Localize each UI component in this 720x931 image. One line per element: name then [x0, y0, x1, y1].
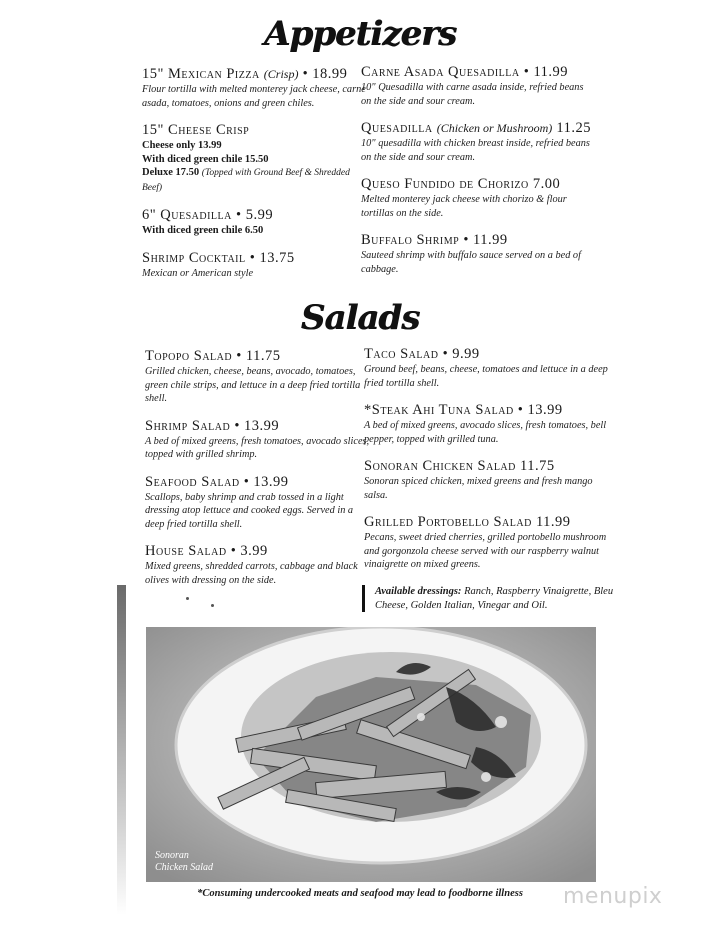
menu-item-title: [361, 64, 596, 81]
menu-item-title: [145, 543, 370, 560]
menu-item-subtitle: (Chicken or Mushroom): [436, 121, 553, 135]
dressings-text: Ranch, Raspberry Vinaigrette, Bleu Cheese, Golden Italian, Vinegar and Oil.: [375, 586, 614, 611]
menu-item: [145, 474, 370, 532]
menu-item-title: [145, 348, 370, 365]
menu-item-price: • 11.99: [523, 64, 569, 80]
dressings-label: Available dressings:: [375, 586, 462, 597]
menu-item-price: • 5.99: [236, 207, 274, 223]
menu-item-description: Melted monterey jack cheese with chorizo & flour tortillas on the side.: [361, 194, 567, 219]
menu-item-name: Grilled Portobello Salad: [364, 514, 532, 530]
menu-item: [361, 232, 596, 276]
menu-item-option: [142, 166, 367, 195]
photo-caption: [155, 850, 213, 874]
menu-item-description: A bed of mixed greens, fresh tomatoes, avocado slices, topped with grilled shrimp.: [145, 435, 370, 460]
menu-item-price: 7.00: [532, 176, 561, 192]
menu-item-title: [361, 176, 596, 193]
photo-caption-line-2: Chicken Salad: [155, 862, 214, 873]
menu-item-name: 6" Quesadilla: [142, 207, 232, 223]
menu-item: [361, 176, 596, 220]
menu-item-price: • 13.99: [243, 473, 289, 490]
menu-item: [364, 402, 612, 446]
menu-item-name: Carne Asada Quesadilla: [361, 64, 520, 80]
menu-item-option: [142, 224, 367, 238]
menu-item-description: 10" quesadilla with chicken breast inside, refried beans on the side and sour cream.: [361, 138, 590, 163]
menu-item-price: • 13.99: [517, 402, 563, 418]
menu-item-description: Sonoran spiced chicken, mixed greens and fresh mango salsa.: [364, 476, 593, 501]
menu-item-name: Seafood Salad: [145, 473, 240, 490]
menu-item-title: [142, 66, 367, 83]
menu-item-description: Ground beef, beans, cheese, tomatoes and lettuce in a deep fried tortilla shell.: [364, 364, 608, 389]
menu-item: [145, 543, 370, 587]
sonoran-chicken-salad-photo: [146, 627, 596, 882]
option-note: (Topped with Ground Beef & Shredded Beef): [142, 168, 350, 193]
scan-speck: [211, 604, 214, 607]
menu-item-description: Grilled chicken, cheese, beans, avocado, tomatoes, green chile strips, and lettuce in a deep fried tortilla shell.: [145, 366, 361, 404]
menu-item-name: Taco Salad: [364, 346, 439, 362]
menu-item-title: [361, 232, 596, 249]
menu-item-price: • 13.99: [234, 417, 280, 434]
menu-item-description: Mexican or American style: [142, 267, 254, 279]
appetizers-heading: Appetizers: [263, 14, 457, 54]
menu-item-description: Mixed greens, shredded carrots, cabbage and black olives with dressing on the side.: [145, 561, 358, 586]
appetizers-left-column: [142, 66, 367, 292]
menu-item: [142, 207, 367, 238]
option-text: Deluxe 17.50: [142, 167, 200, 178]
menu-item-name: Quesadilla: [361, 120, 433, 136]
menu-item-price: • 9.99: [442, 346, 480, 362]
menu-item-description: Pecans, sweet dried cherries, grilled portobello mushroom and gorgonzola cheese served with our raspberry walnut vinaigrette on mixed greens.: [364, 532, 607, 570]
menu-item: [145, 348, 370, 406]
menu-item-subtitle: (Crisp): [263, 67, 299, 81]
menu-item-name: Shrimp Salad: [145, 417, 231, 434]
menu-item-description: A bed of mixed greens, avocado slices, fresh tomatoes, bell pepper, topped with grilled tuna.: [364, 420, 607, 445]
salads-left-column: [145, 348, 370, 599]
menu-item: [142, 250, 367, 281]
salad-plate-illustration: [146, 627, 596, 882]
menu-item-title: [142, 122, 367, 139]
menu-item-name: Topopo Salad: [145, 348, 233, 364]
menu-item-name: Sonoran Chicken Salad: [364, 458, 516, 474]
option-text: Cheese only 13.99: [142, 140, 222, 151]
menu-item-description: Flour tortilla with melted monterey jack cheese, carne asada, tomatoes, onions and green chiles.: [142, 84, 366, 109]
menu-item-option: [142, 153, 367, 167]
menu-item-name: Shrimp Cocktail: [142, 249, 246, 266]
menu-item-title: [145, 418, 370, 435]
menu-item-price: • 11.99: [463, 232, 508, 248]
menu-item-title: [364, 514, 612, 531]
salads-heading: Salads: [300, 298, 420, 338]
menu-item: [364, 346, 612, 390]
menu-item-title: [364, 458, 612, 475]
menu-item: [142, 122, 367, 195]
menu-item-title: [364, 402, 612, 419]
menu-item-name: 15" Cheese Crisp: [142, 122, 250, 138]
menu-item: [142, 66, 367, 110]
foodborne-illness-footnote: *Consuming undercooked meats and seafood may lead to foodborne illness: [197, 888, 523, 899]
menupix-watermark: menupix: [563, 884, 663, 909]
scan-edge-bar: [117, 585, 126, 915]
menu-item-name: *Steak Ahi Tuna Salad: [364, 402, 514, 418]
menu-item-price: 11.99: [535, 514, 571, 530]
appetizers-right-column: [361, 64, 596, 288]
menu-item-title: [142, 207, 367, 224]
menu-item: [364, 514, 612, 572]
menu-item-title: [364, 346, 612, 363]
menu-item: [364, 458, 612, 502]
photo-caption-line-1: Sonoran: [155, 850, 189, 861]
menu-item-price: • 11.75: [236, 348, 281, 364]
option-text: With diced green chile 15.50: [142, 153, 269, 165]
menu-item-description: Sauteed shrimp with buffalo sauce served on a bed of cabbage.: [361, 250, 581, 275]
menu-item-title: [361, 120, 596, 137]
salads-right-column: [364, 346, 612, 584]
menu-item-name: House Salad: [145, 543, 227, 559]
menu-item-price: • 3.99: [230, 543, 268, 559]
option-text: With diced green chile 6.50: [142, 225, 264, 236]
scan-speck: [186, 597, 189, 600]
menu-item-description: Scallops, baby shrimp and crab tossed in a light dressing atop lettuce and cooked eggs. Served in a deep fried tortilla shell.: [145, 491, 354, 530]
menu-item: [145, 418, 370, 462]
menu-item-title: [142, 250, 367, 267]
menu-item-price: 11.75: [520, 458, 555, 474]
menu-item-price: 11.25: [556, 120, 591, 136]
menu-item-price: • 13.75: [249, 249, 295, 266]
menu-item-price: • 18.99: [302, 66, 348, 82]
menu-item-name: Queso Fundido de Chorizo: [361, 176, 529, 192]
menu-item-name: Buffalo Shrimp: [361, 232, 460, 248]
available-dressings: [362, 585, 635, 612]
menu-item-option: [142, 139, 367, 153]
menu-item-title: [145, 474, 370, 491]
menu-item-name: 15" Mexican Pizza: [142, 66, 260, 82]
menu-item-description: 10" Quesadilla with carne asada inside, refried beans on the side and sour cream.: [361, 82, 584, 107]
menu-item: [361, 120, 596, 164]
menu-item: [361, 64, 596, 108]
